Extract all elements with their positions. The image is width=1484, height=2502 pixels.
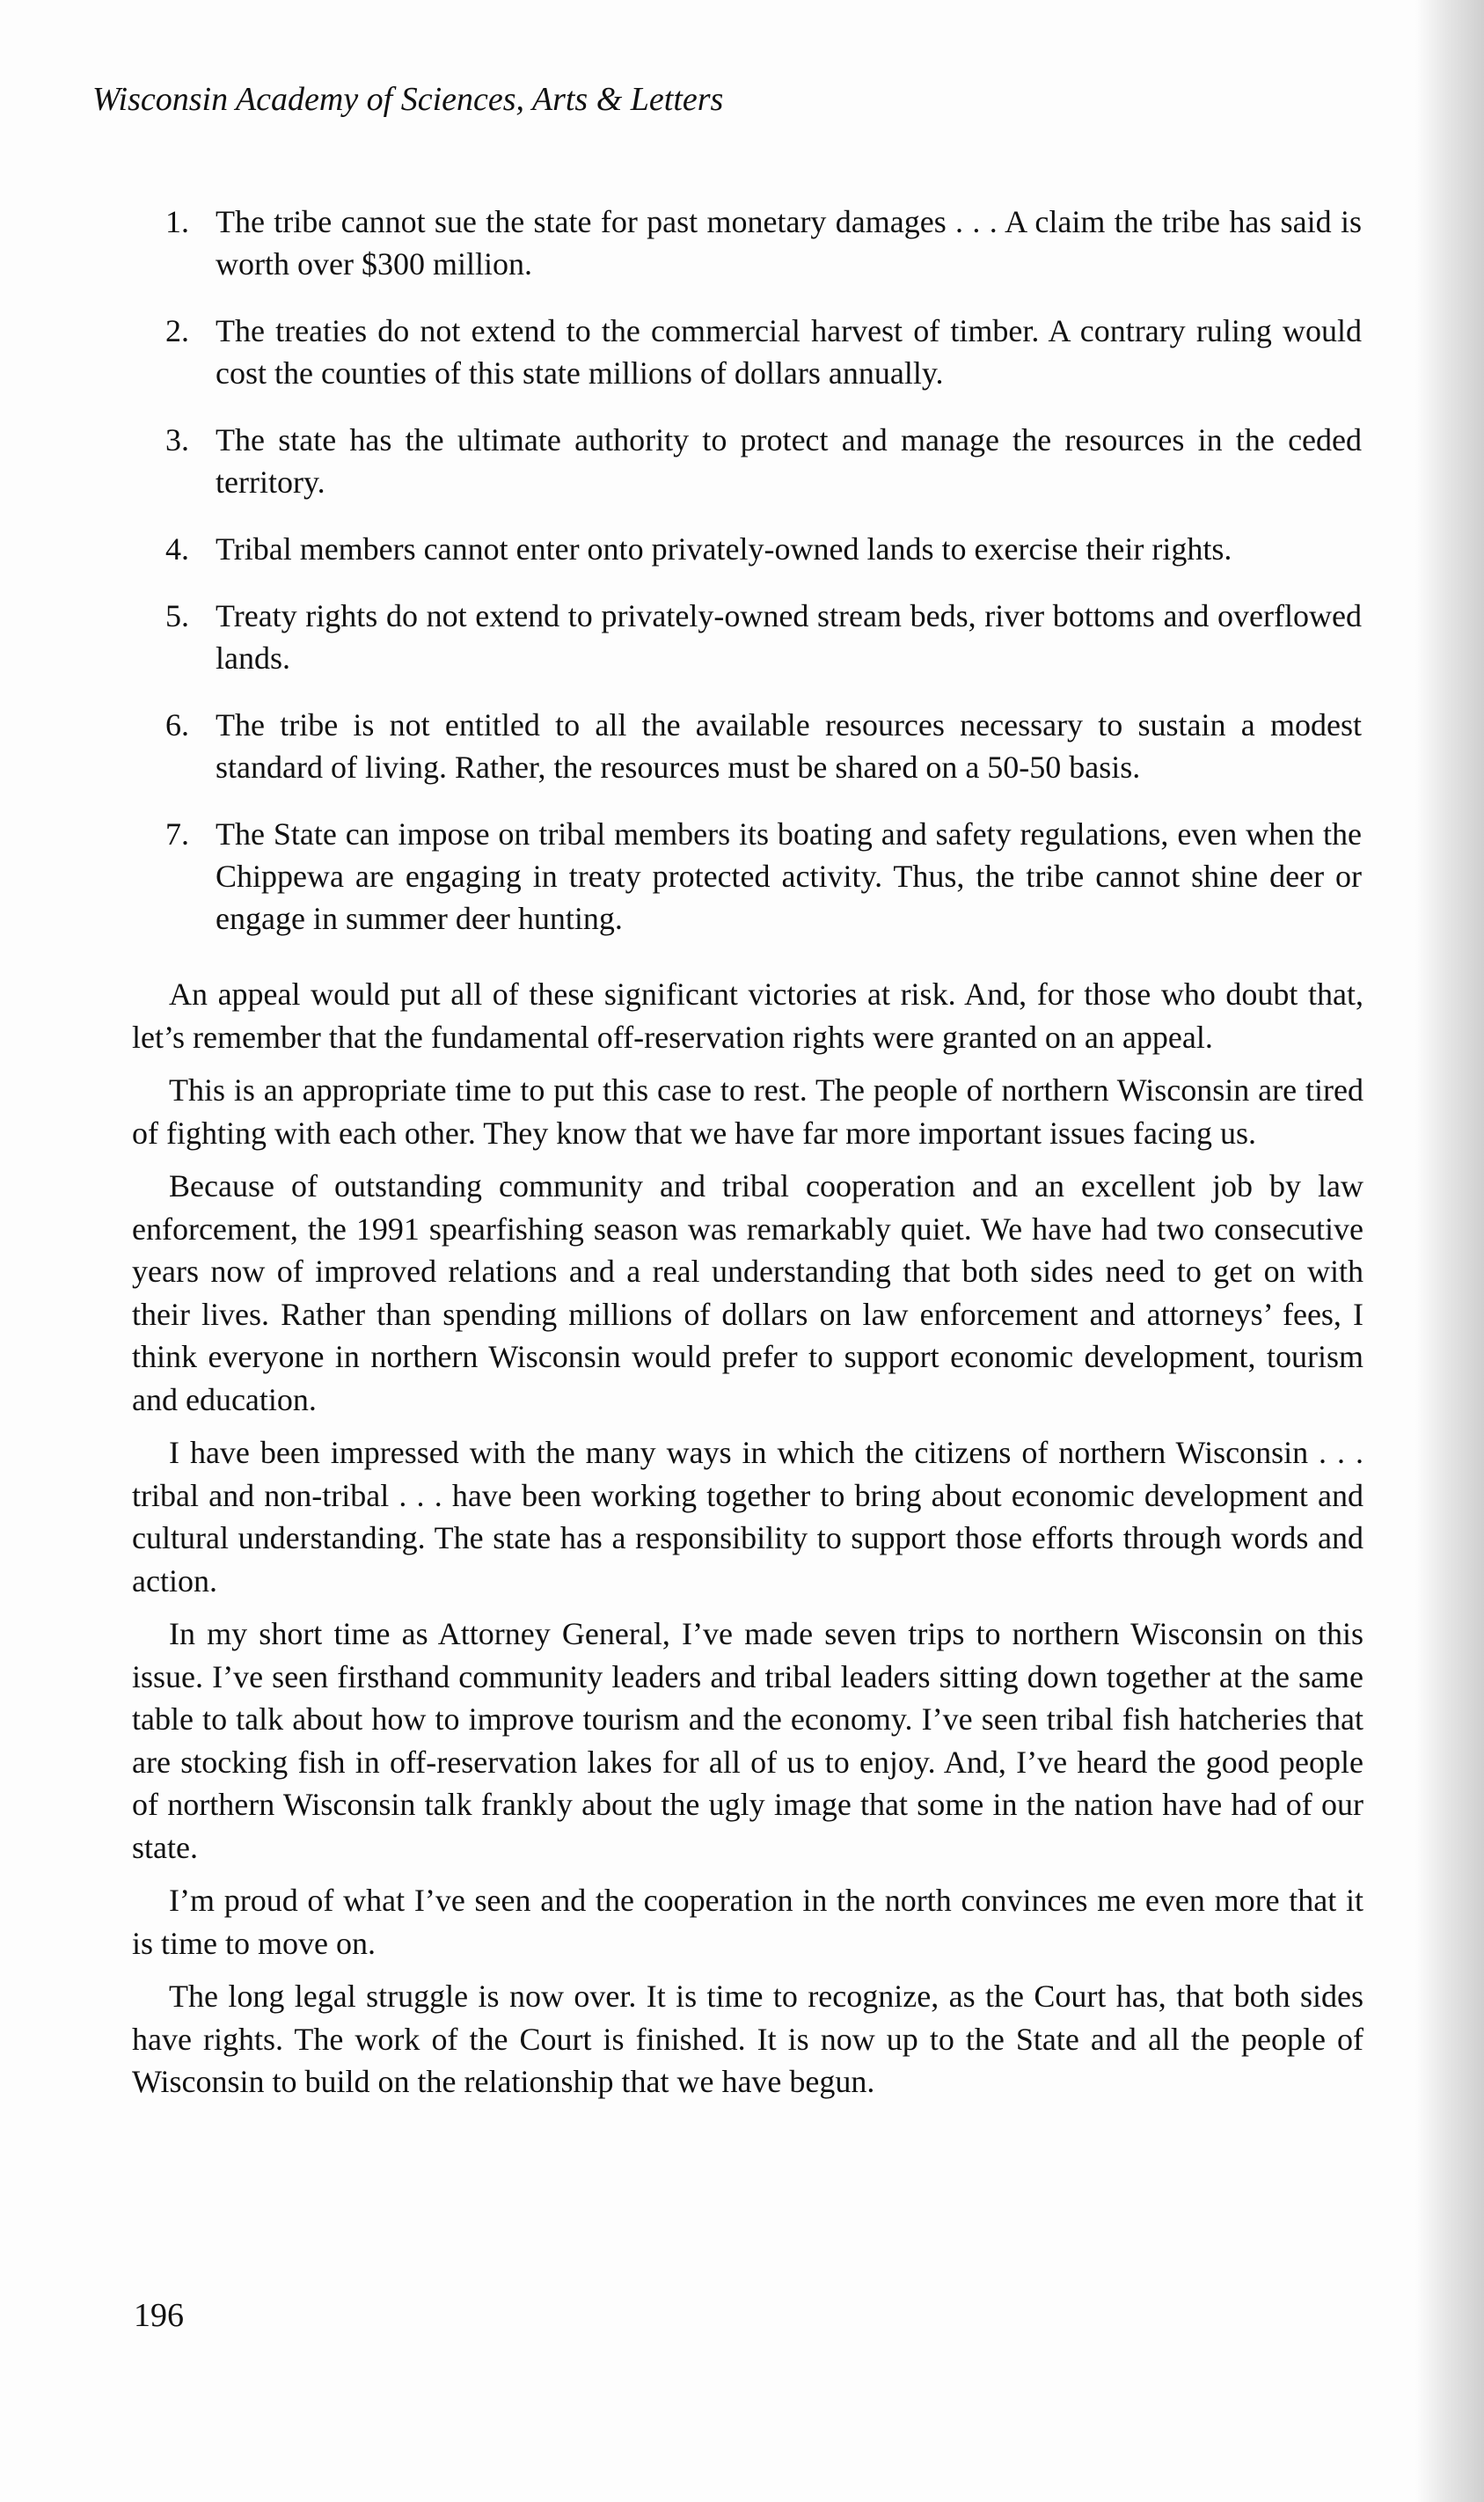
scan-edge-shadow xyxy=(1415,0,1484,2502)
list-item-number: 4. xyxy=(165,531,189,567)
paragraph: I’m proud of what I’ve seen and the cooperation in the north convinces me even more that it is time to move on. xyxy=(132,1883,1363,1961)
list-item-text: The State can impose on tribal members its boating and safety regulations, even when the Chippewa are engaging in treaty protected activity. Thus, the tribe cannot shine deer or engage in summer deer hunting. xyxy=(216,816,1362,936)
running-header: Wisconsin Academy of Sciences, Arts & Letters xyxy=(92,81,724,118)
list-item xyxy=(132,310,1363,394)
body-text xyxy=(132,973,1363,2103)
list-item xyxy=(132,704,1363,788)
list-item-number: 6. xyxy=(165,707,189,743)
list-item-number: 1. xyxy=(165,204,189,239)
list-item-number: 5. xyxy=(165,598,189,633)
paragraph: This is an appropriate time to put this case to rest. The people of northern Wisconsin are tired of fighting with each other. They know that we have far more important issues facing us. xyxy=(132,1072,1363,1151)
paragraph: I have been impressed with the many ways in which the citizens of northern Wisconsin . . . tribal and non-tribal . . . have been working together to bring about economic development and cultural understanding. The state has a responsibility to support those efforts through words and action. xyxy=(132,1435,1363,1598)
list-item xyxy=(132,419,1363,503)
numbered-list xyxy=(132,201,1363,940)
list-item-text: The treaties do not extend to the commercial harvest of timber. A contrary ruling would cost the counties of this state millions of dollars annually. xyxy=(216,313,1362,391)
list-item-text: The tribe cannot sue the state for past monetary damages . . . A claim the tribe has said is worth over $300 million. xyxy=(216,204,1362,282)
list-item-text: Tribal members cannot enter onto privately-owned lands to exercise their rights. xyxy=(216,531,1232,567)
list-item-text: Treaty rights do not extend to privately-owned stream beds, river bottoms and overflowed lands. xyxy=(216,598,1362,676)
list-item xyxy=(132,595,1363,679)
paragraph: An appeal would put all of these significant victories at risk. And, for those who doubt that, let’s remember that the fundamental off-reservation rights were granted on an appeal. xyxy=(132,977,1363,1055)
paragraph: In my short time as Attorney General, I’ve made seven trips to northern Wisconsin on this issue. I’ve seen firsthand community leaders and tribal leaders sitting down together at the same table to talk about how to improve tourism and the economy. I’ve seen tribal fish hatcheries that are stocking fish in off-reservation lakes for all of us to enjoy. And, I’ve heard the good people of northern Wisconsin talk frankly about the ugly image that some in the nation have had of our state. xyxy=(132,1616,1363,1865)
list-item xyxy=(132,813,1363,940)
list-item xyxy=(132,201,1363,285)
page-number: 196 xyxy=(134,2297,184,2334)
list-item xyxy=(132,528,1363,570)
list-item-number: 7. xyxy=(165,816,189,852)
paragraph: Because of outstanding community and tribal cooperation and an excellent job by law enforcement, the 1991 spearfishing season was remarkably quiet. We have had two consecutive years now of improved relations and a real understanding that both sides need to get on with their lives. Rather than spending millions of dollars on law enforcement and attorneys’ fees, I think everyone in northern Wisconsin would prefer to support economic development, tourism and education. xyxy=(132,1168,1363,1417)
list-item-number: 3. xyxy=(165,422,189,457)
list-item-text: The state has the ultimate authority to protect and manage the resources in the ceded territory. xyxy=(216,422,1362,500)
paragraph: The long legal struggle is now over. It is time to recognize, as the Court has, that both sides have rights. The work of the Court is finished. It is now up to the State and all the people of Wisconsin to build on the relationship that we have begun. xyxy=(132,1979,1363,2099)
list-item-number: 2. xyxy=(165,313,189,348)
page-content xyxy=(132,201,1363,2114)
list-item-text: The tribe is not entitled to all the available resources necessary to sustain a modest standard of living. Rather, the resources must be shared on a 50-50 basis. xyxy=(216,707,1362,785)
